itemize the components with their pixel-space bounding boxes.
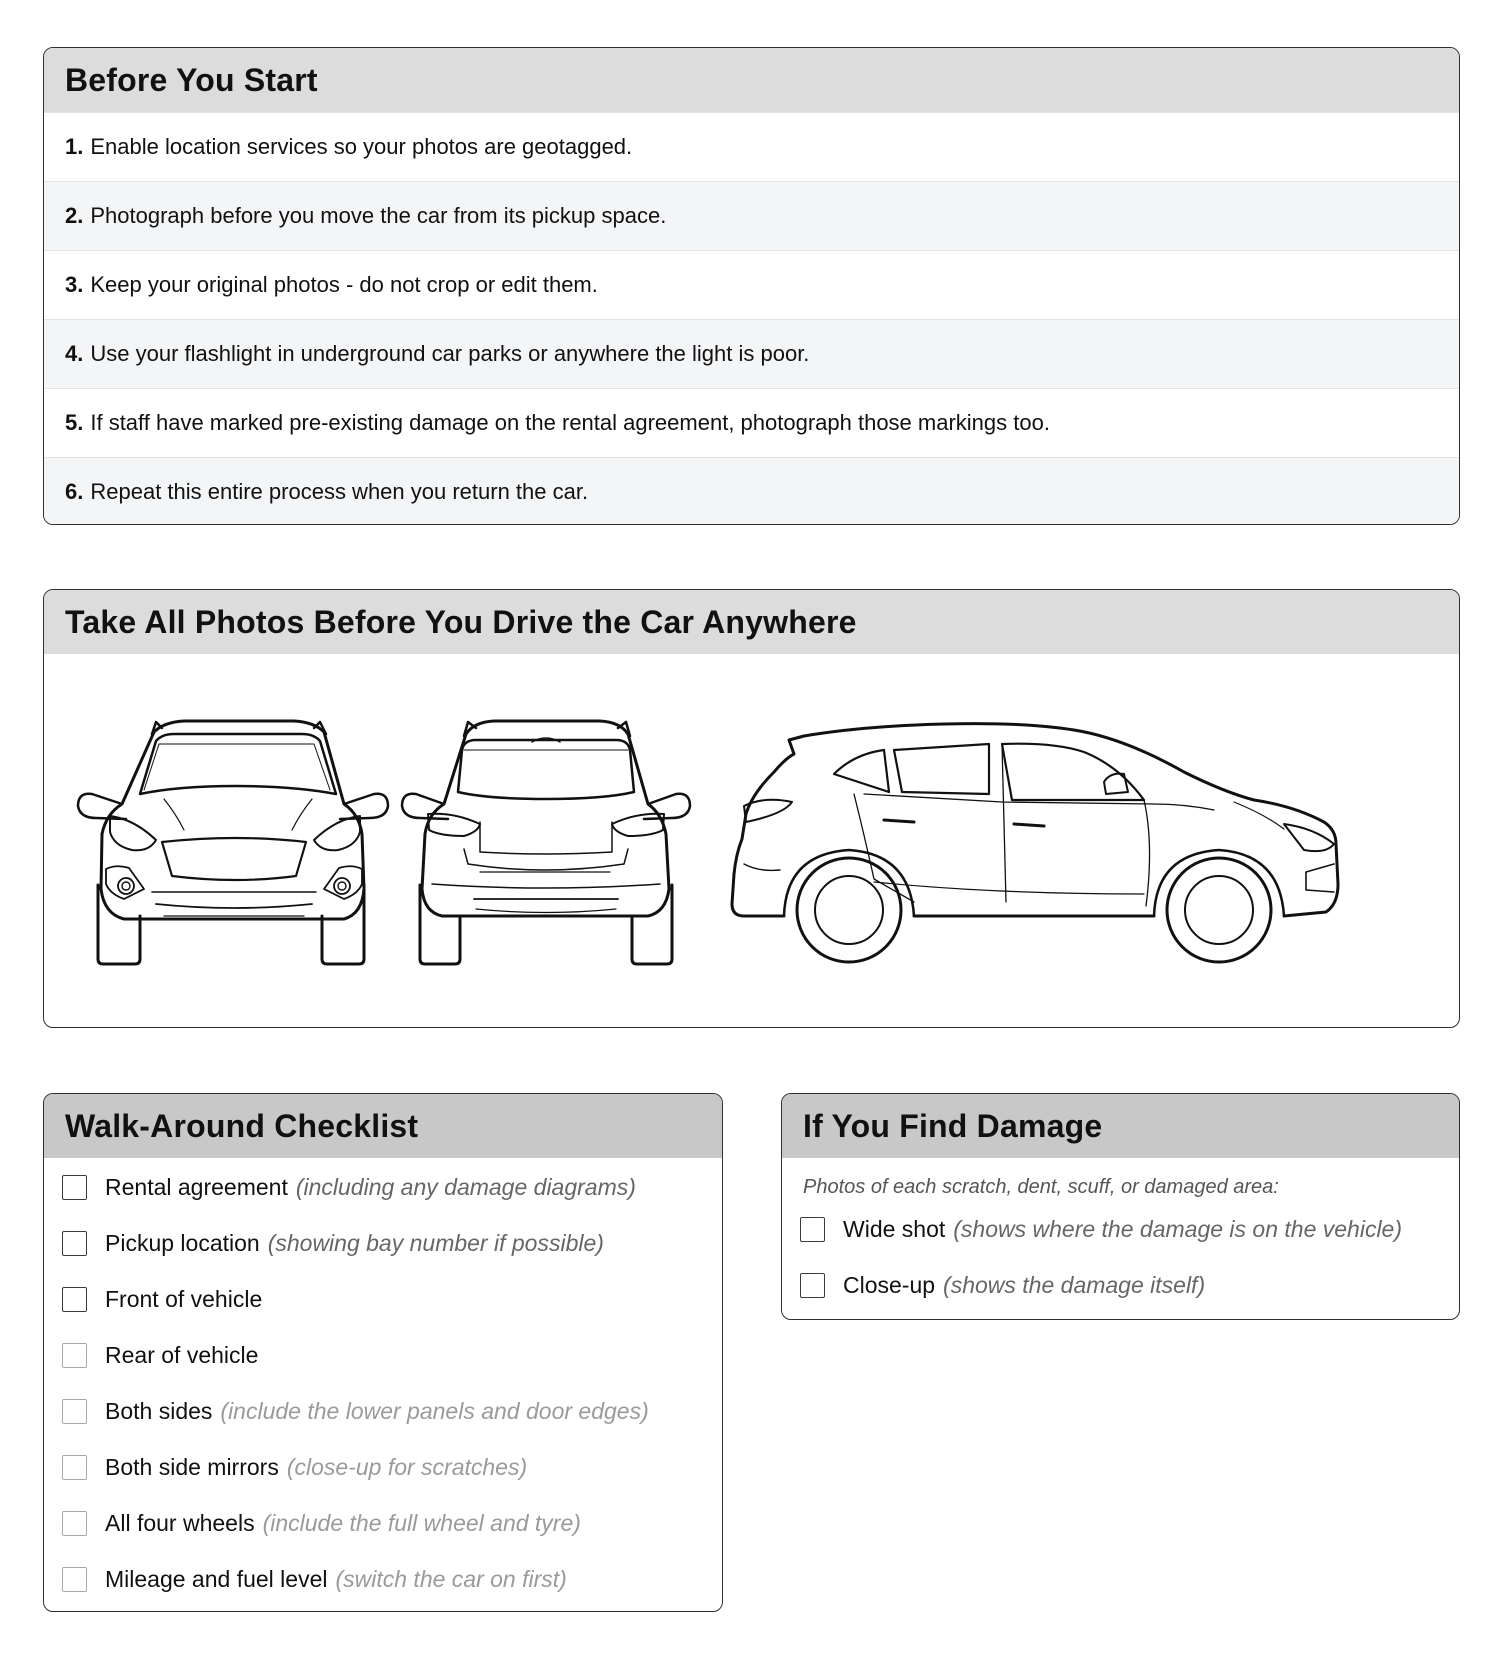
- item-label: Rental agreement: [105, 1174, 288, 1200]
- checklist-item-both-sides[interactable]: [62, 1398, 649, 1425]
- step-number: 1.: [65, 134, 84, 159]
- checklist-item-mileage-and-fuel[interactable]: [62, 1566, 567, 1593]
- step-number: 6.: [65, 479, 84, 504]
- if-you-find-damage-panel: [781, 1093, 1460, 1320]
- item-label: Mileage and fuel level: [105, 1566, 328, 1592]
- checklist-item-both-side-mirrors[interactable]: [62, 1454, 527, 1481]
- item-label: Front of vehicle: [105, 1286, 263, 1312]
- step-number: 2.: [65, 203, 84, 228]
- item-label: All four wheels: [105, 1510, 255, 1536]
- if-you-find-damage-title: If You Find Damage: [782, 1094, 1459, 1158]
- checklist-item-rear-of-vehicle[interactable]: [62, 1342, 258, 1369]
- checklist-item-front-of-vehicle[interactable]: [62, 1286, 262, 1313]
- damage-item-wide-shot[interactable]: [800, 1216, 1402, 1243]
- item-note: (include the full wheel and tyre): [262, 1510, 581, 1536]
- item-label: Rear of vehicle: [105, 1342, 259, 1368]
- step-text: Repeat this entire process when you return the car.: [90, 479, 589, 504]
- step-row: [44, 388, 1459, 457]
- item-note: (shows where the damage is on the vehicle): [953, 1216, 1403, 1242]
- step-text: Use your flashlight in underground car parks or anywhere the light is poor.: [90, 341, 810, 366]
- photos-panel: [43, 589, 1460, 1028]
- step-number: 4.: [65, 341, 84, 366]
- checkbox[interactable]: [800, 1217, 825, 1242]
- car-side-view-illustration: [732, 724, 1338, 962]
- checkbox[interactable]: [62, 1343, 87, 1368]
- step-row: [44, 250, 1459, 319]
- step-number: 5.: [65, 410, 84, 435]
- step-number: 3.: [65, 272, 84, 297]
- item-note: (including any damage diagrams): [295, 1174, 636, 1200]
- car-rear-view-illustration: [402, 721, 690, 964]
- step-text: Keep your original photos - do not crop or edit them.: [90, 272, 598, 297]
- item-note: (close-up for scratches): [286, 1454, 528, 1480]
- checkbox[interactable]: [62, 1231, 87, 1256]
- photos-title: Take All Photos Before You Drive the Car Anywhere: [44, 590, 1459, 654]
- step-row: [44, 112, 1459, 181]
- item-note: (showing bay number if possible): [267, 1230, 604, 1256]
- item-note: (include the lower panels and door edges): [220, 1398, 649, 1424]
- item-label: Both sides: [105, 1398, 213, 1424]
- step-text: If staff have marked pre-existing damage on the rental agreement, photograph those markings too.: [90, 410, 1050, 435]
- item-label: Pickup location: [105, 1230, 260, 1256]
- checkbox[interactable]: [62, 1287, 87, 1312]
- step-text: Photograph before you move the car from its pickup space.: [90, 203, 667, 228]
- checkbox[interactable]: [62, 1455, 87, 1480]
- checklist-item-all-four-wheels[interactable]: [62, 1510, 581, 1537]
- item-label: Both side mirrors: [105, 1454, 279, 1480]
- car-front-view-illustration: [78, 721, 388, 964]
- checkbox[interactable]: [62, 1567, 87, 1592]
- checkbox[interactable]: [62, 1175, 87, 1200]
- checkbox[interactable]: [800, 1273, 825, 1298]
- damage-item-close-up[interactable]: [800, 1272, 1205, 1299]
- item-label: Close-up: [843, 1272, 936, 1298]
- step-text: Enable location services so your photos are geotagged.: [90, 134, 633, 159]
- checklist-item-pickup-location[interactable]: [62, 1230, 604, 1257]
- before-you-start-panel: [43, 47, 1460, 525]
- step-row: [44, 319, 1459, 388]
- item-note: (switch the car on first): [335, 1566, 567, 1592]
- step-row: [44, 457, 1459, 525]
- checklist-item-rental-agreement[interactable]: [62, 1174, 636, 1201]
- item-note: (shows the damage itself): [943, 1272, 1206, 1298]
- walk-around-checklist-title: Walk-Around Checklist: [44, 1094, 722, 1158]
- checkbox[interactable]: [62, 1399, 87, 1424]
- checkbox[interactable]: [62, 1511, 87, 1536]
- before-you-start-title: Before You Start: [44, 48, 1459, 112]
- step-row: [44, 181, 1459, 250]
- walk-around-checklist-panel: [43, 1093, 723, 1612]
- car-diagrams: [44, 654, 1459, 1026]
- damage-intro-text: Photos of each scratch, dent, scuff, or damaged area:: [803, 1176, 1279, 1198]
- item-label: Wide shot: [843, 1216, 946, 1242]
